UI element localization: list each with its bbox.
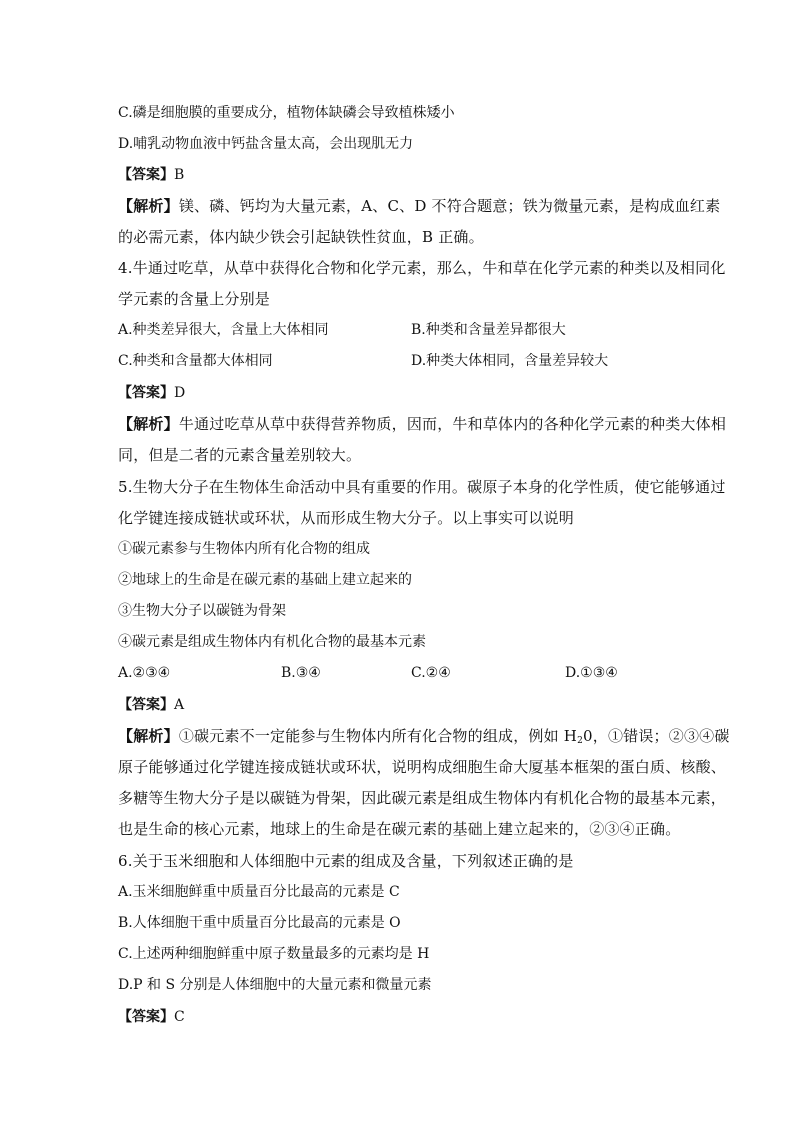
- q6-answer: [118, 1008, 694, 1026]
- q6-option-c: C.上述两种细胞鲜重中原子数量最多的元素均是 H: [118, 946, 430, 962]
- q3-analysis-line-1: 【解析】镁、磷、钙均为大量元素，A、C、D 不符合题意；铁为微量元素，是构成血红素: [118, 197, 721, 215]
- q4-option-d: D.种类大体相同，含量差异较大: [411, 353, 609, 369]
- q5-option-b: B.③④: [281, 665, 321, 681]
- q6-option-b: B.人体细胞干重中质量百分比最高的元素是 O: [118, 915, 401, 931]
- q6-stem: 6.关于玉米细胞和人体细胞中元素的组成及含量，下列叙述正确的是: [118, 852, 574, 870]
- q5-analysis-line-1: 【解析】①碳元素不一定能参与生物体内所有化合物的组成，例如 $H_20$，①错误；②③④碳: [118, 727, 730, 746]
- analysis-label: 【解析】: [118, 197, 179, 215]
- q5-item-1: ①碳元素参与生物体内所有化合物的组成: [118, 541, 370, 557]
- q4-analysis-line-1: 【解析】牛通过吃草从草中获得营养物质，因而，牛和草体内的各种化学元素的种类大体相: [118, 415, 727, 433]
- q5-stem-line-1: 5.生物大分子在生物体生命活动中具有重要的作用。碳原子本身的化学性质，使它能够通过: [118, 478, 726, 496]
- answer-value: B: [174, 167, 185, 183]
- q3-analysis-line-2: 的必需元素，体内缺少铁会引起缺铁性贫血，B 正确。: [118, 228, 484, 246]
- q5-stem-line-2: 化学键连接成链状或环状，从而形成生物大分子。以上事实可以说明: [118, 509, 575, 527]
- answer-label: 【答案】: [118, 385, 174, 401]
- q6-option-d: D.P 和 S 分别是人体细胞中的大量元素和微量元素: [118, 977, 432, 993]
- q4-stem-line-2: 学元素的含量上分别是: [118, 290, 271, 308]
- q5-item-4: ④碳元素是组成生物体内有机化合物的最基本元素: [118, 634, 426, 650]
- answer-value: C: [174, 1009, 185, 1025]
- answer-label: 【答案】: [118, 1009, 174, 1025]
- q3-option-c: C.磷是细胞膜的重要成分，植物体缺磷会导致植株矮小: [118, 105, 455, 121]
- analysis-label: 【解析】: [118, 415, 179, 433]
- q4-answer: [118, 384, 694, 402]
- q4-option-c: C.种类和含量都大体相同: [118, 353, 273, 369]
- q5-item-2: ②地球上的生命是在碳元素的基础上建立起来的: [118, 572, 412, 588]
- answer-value: A: [174, 697, 185, 713]
- q5-analysis-line-4: 也是生命的核心元素，地球上的生命是在碳元素的基础上建立起来的，②③④正确。: [118, 820, 681, 838]
- q5-answer: [118, 696, 694, 714]
- answer-value: D: [174, 385, 186, 401]
- answer-label: 【答案】: [118, 167, 174, 183]
- q4-option-b: B.种类和含量差异都很大: [411, 322, 566, 338]
- q6-option-a: A.玉米细胞鲜重中质量百分比最高的元素是 C: [118, 884, 400, 900]
- q5-analysis-line-3: 多糖等生物大分子是以碳链为骨架，因此碳元素是组成生物体内有机化合物的最基本元素，: [118, 789, 727, 807]
- q5-analysis-line-2: 原子能够通过化学键连接成链状或环状，说明构成细胞生命大厦基本框架的蛋白质、核酸、: [118, 758, 727, 776]
- q3-option-d: D.哺乳动物血液中钙盐含量太高，会出现肌无力: [118, 136, 414, 152]
- answer-label: 【答案】: [118, 697, 174, 713]
- analysis-label: 【解析】: [118, 727, 179, 745]
- q5-option-d: D.①③④: [565, 665, 618, 681]
- q5-option-c: C.②④: [411, 665, 451, 681]
- q5-item-3: ③生物大分子以碳链为骨架: [118, 603, 286, 619]
- q5-option-a: A.②③④: [118, 665, 171, 681]
- q4-stem-line-1: 4.牛通过吃草，从草中获得化合物和化学元素，那么，牛和草在化学元素的种类以及相同化: [118, 259, 726, 277]
- q4-option-a: A.种类差异很大，含量上大体相同: [118, 322, 329, 338]
- q4-analysis-line-2: 同，但是二者的元素含量差别较大。: [118, 446, 362, 464]
- q3-answer: [118, 166, 694, 184]
